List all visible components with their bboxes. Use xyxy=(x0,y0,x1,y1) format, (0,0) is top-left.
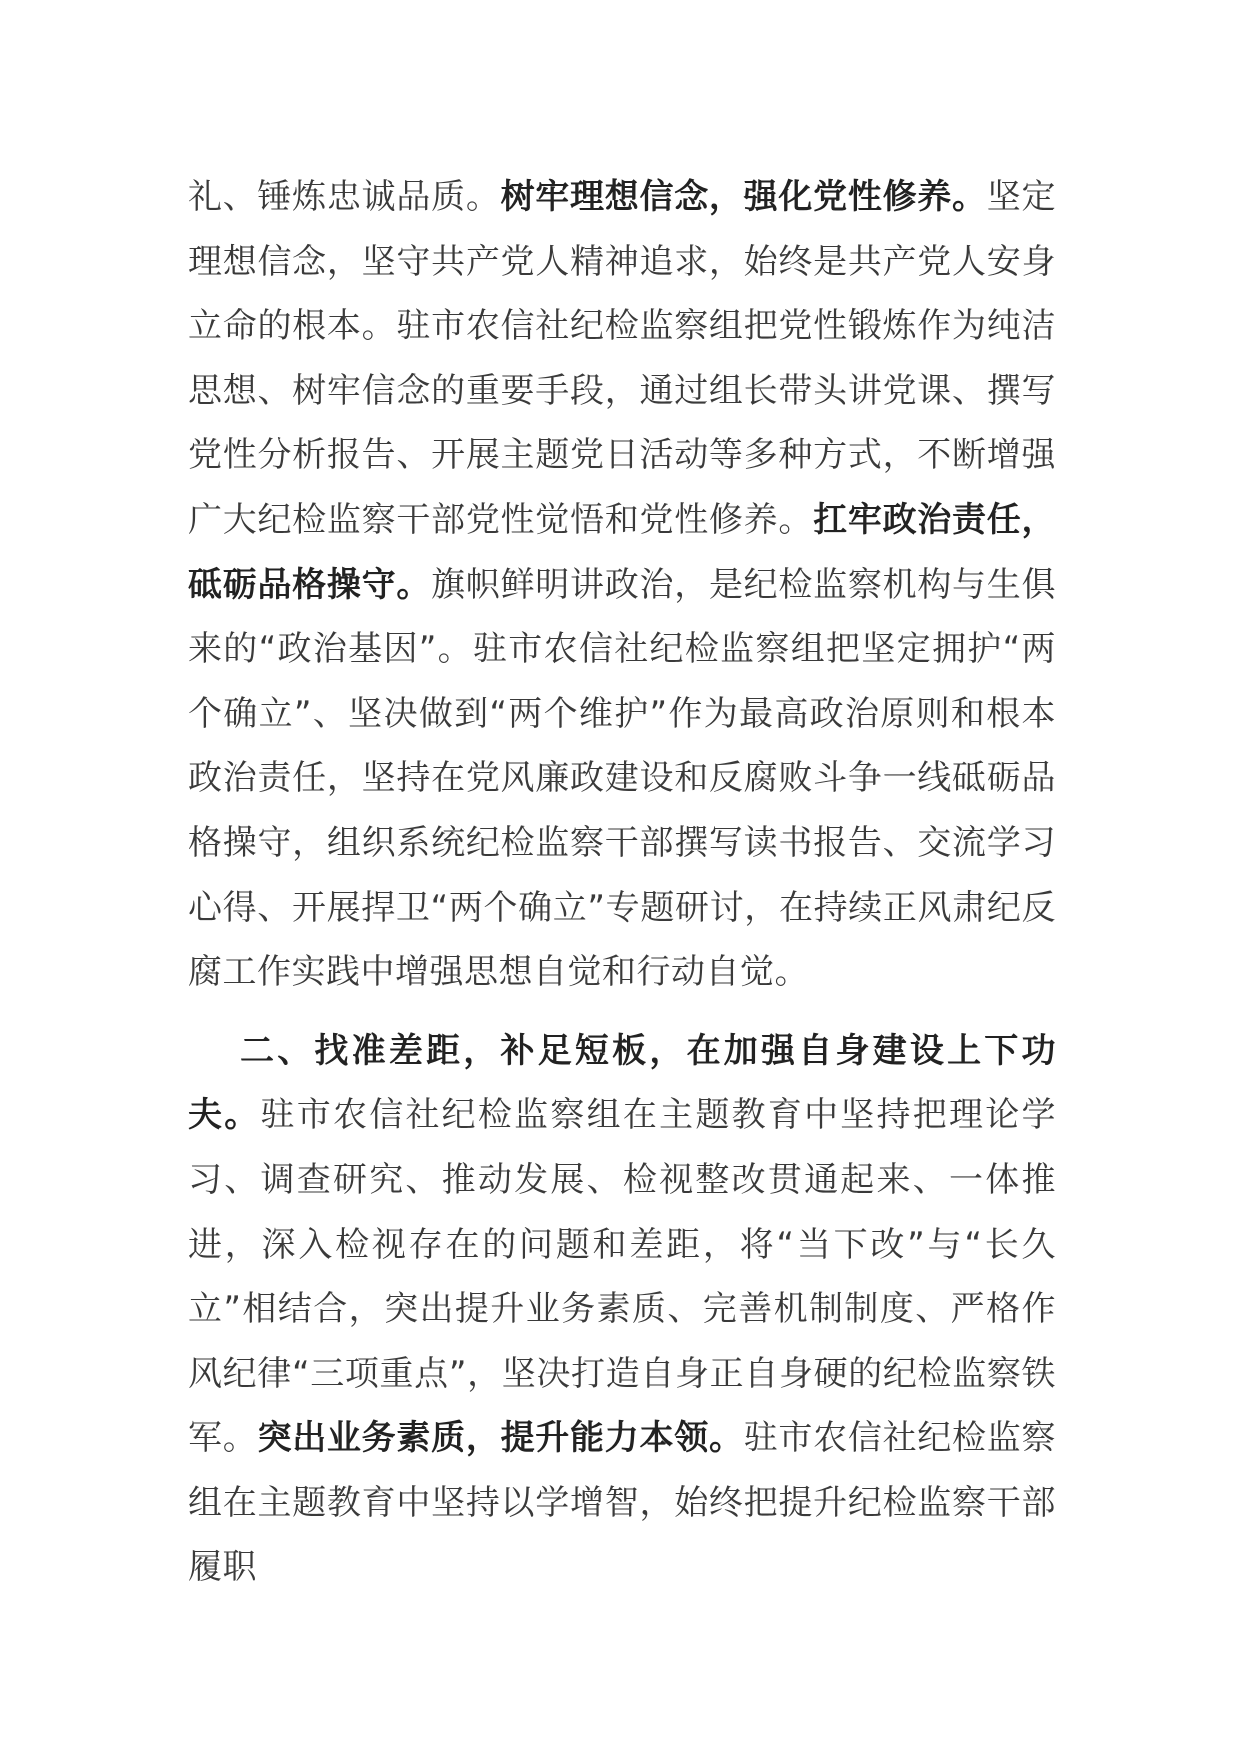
text-segment: 礼、锤炼忠诚品质。 xyxy=(188,177,501,217)
text-segment: 驻市农信社纪检监察组在主题教育中坚持以学增智，始终把提升纪检监察干部履职 xyxy=(188,1418,1057,1588)
bold-heading-segment: 树牢理想信念，强化党性修养。 xyxy=(500,177,987,217)
body-text xyxy=(188,165,1056,1600)
paragraph xyxy=(188,165,1056,1005)
text-segment: 驻市农信社纪检监察组在主题教育中坚持把理论学习、调查研究、推动发展、检视整改贯通起来、一体推进，深入检视存在的问题和差距，将“当下改”与“长久立”相结合，突出提升业务素质、完善机制制度、严格作风纪律“三项重点”，坚决打造自身正自身硬的纪检监察铁军。 xyxy=(188,1095,1057,1459)
paragraph xyxy=(188,1019,1056,1600)
bold-heading-segment: 突出业务素质，提升能力本领。 xyxy=(257,1418,744,1459)
bold-heading-segment: 扛牢政治责任，砥砺品格操守。 xyxy=(188,499,1056,605)
section-heading: 二、找准差距，补足短板，在加强自身建设上下功夫。 xyxy=(188,1030,1056,1136)
text-segment: 旗帜鲜明讲政治，是纪检监察机构与生俱来的“政治基因”。驻市农信社纪检监察组把坚定拥护“两个确立”、坚决做到“两个维护”作为最高政治原则和根本政治责任，坚持在党风廉政建设和反腐败斗争一线砥砺品格操守，组织系统纪检监察干部撰写读书报告、交流学习心得、开展捍卫“两个确立”专题研讨，在持续正风肃纪反腐工作实践中增强思想自觉和行动自觉。 xyxy=(188,564,1057,993)
text-segment: 坚定理想信念，坚守共产党人精神追求，始终是共产党人安身立命的根本。驻市农信社纪检监察组把党性锻炼作为纯洁思想、树牢信念的重要手段，通过组长带头讲党课、撰写党性分析报告、开展主题党日活动等多种方式，不断增强广大纪检监察干部党性觉悟和党性修养。 xyxy=(188,177,1057,540)
